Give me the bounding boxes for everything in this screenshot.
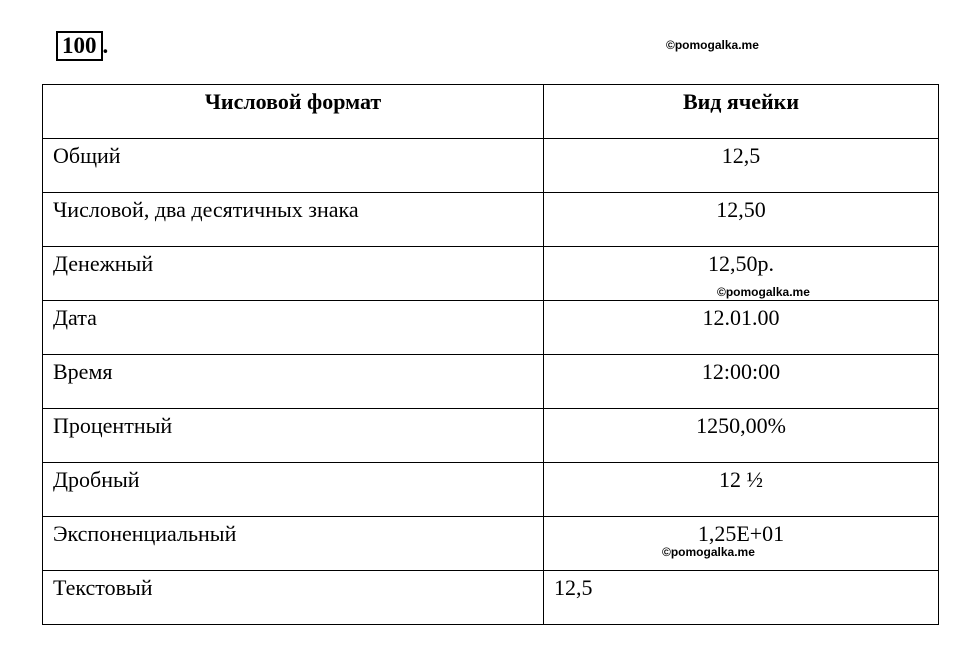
- problem-number: [56, 31, 108, 59]
- table-row: [43, 193, 939, 247]
- watermark: ©pomogalka.me: [662, 545, 755, 559]
- column-header-format: Числовой формат: [43, 85, 544, 139]
- problem-number-dot: .: [102, 33, 109, 58]
- cell-view-value: 12:00:00: [544, 355, 939, 409]
- format-name-cell: Экспоненциальный: [43, 517, 544, 571]
- column-header-cell-view: Вид ячейки: [544, 85, 939, 139]
- watermark: ©pomogalka.me: [717, 285, 810, 299]
- table-row: [43, 139, 939, 193]
- table-row: [43, 517, 939, 571]
- cell-view-value: 1,25E+01: [544, 517, 939, 571]
- format-name-cell: Общий: [43, 139, 544, 193]
- table-header-row: [43, 85, 939, 139]
- cell-view-value: 12,50: [544, 193, 939, 247]
- cell-view-value: 12 ½: [544, 463, 939, 517]
- table-row: [43, 301, 939, 355]
- cell-view-value: 1250,00%: [544, 409, 939, 463]
- cell-view-value: 12,5: [544, 571, 939, 625]
- number-format-table: [42, 84, 939, 625]
- table-row: [43, 463, 939, 517]
- format-name-cell: Время: [43, 355, 544, 409]
- format-name-cell: Текстовый: [43, 571, 544, 625]
- table-row: [43, 355, 939, 409]
- problem-number-box: 100: [56, 31, 103, 61]
- table-row: [43, 571, 939, 625]
- format-name-cell: Процентный: [43, 409, 544, 463]
- format-name-cell: Дробный: [43, 463, 544, 517]
- table-row: [43, 409, 939, 463]
- cell-view-value: 12.01.00: [544, 301, 939, 355]
- cell-view-value: 12,50р.: [544, 247, 939, 301]
- format-name-cell: Числовой, два десятичных знака: [43, 193, 544, 247]
- watermark: ©pomogalka.me: [666, 38, 759, 52]
- cell-view-value: 12,5: [544, 139, 939, 193]
- format-name-cell: Дата: [43, 301, 544, 355]
- format-name-cell: Денежный: [43, 247, 544, 301]
